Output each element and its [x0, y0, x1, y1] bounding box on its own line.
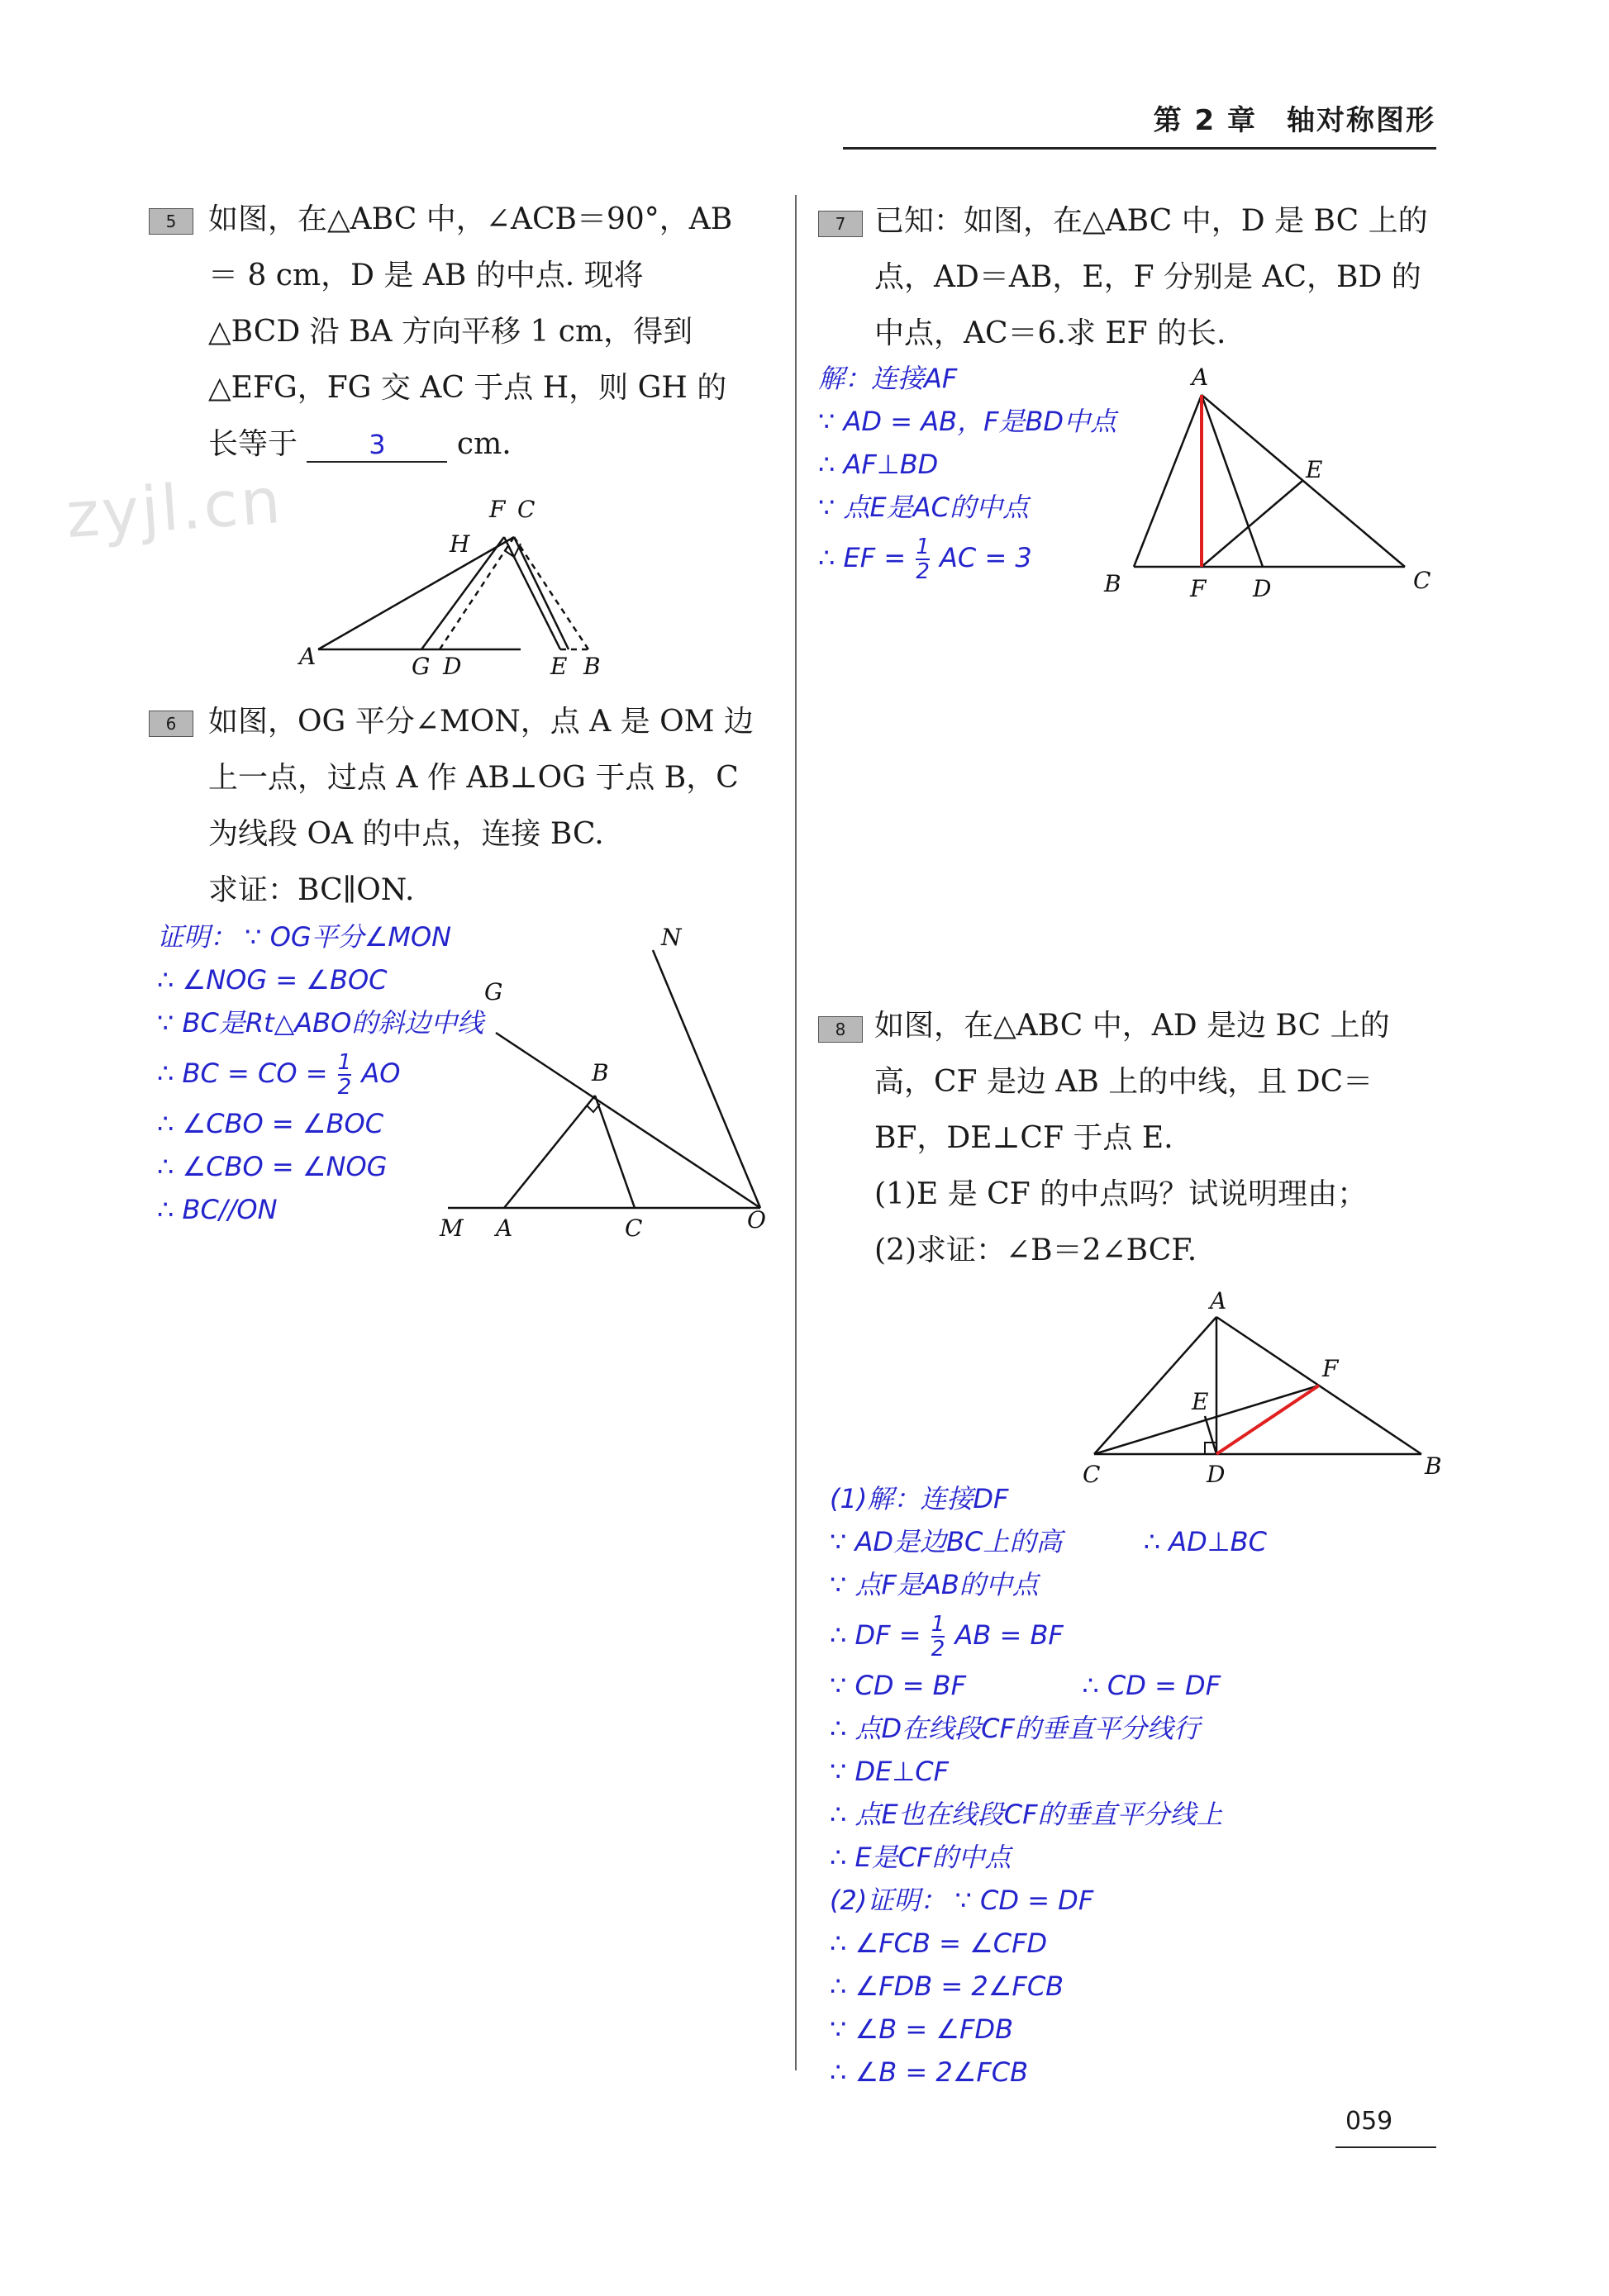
solution-line: ∵ 点E是AC的中点 [818, 492, 1029, 523]
question-5-answer-blank [307, 428, 447, 463]
label-A: A [299, 643, 317, 670]
question-6-line: 求证：BC∥ON. [208, 873, 415, 907]
solution-line: (1)解：连接DF [830, 1483, 1009, 1514]
fraction [931, 1613, 945, 1661]
solution-line: ∴ ∠NOG = ∠BOC [157, 964, 388, 996]
question-5-answer: 3 [369, 429, 386, 460]
label-C: C [1083, 1461, 1101, 1488]
question-7-line: 中点，AC＝6.求 EF 的长. [874, 316, 1226, 350]
solution-line: ∴ ∠CBO = ∠BOC [157, 1108, 384, 1139]
solution-line: ∴ AF⊥BD [818, 449, 939, 480]
solution-line-fraction [830, 1606, 1267, 1664]
label-E: E [1192, 1388, 1209, 1415]
label-O: O [747, 1206, 766, 1234]
solution-line: ∴ ∠FCB = ∠CFD [830, 1928, 1048, 1959]
question-8-figure [1074, 1281, 1454, 1495]
page-number-rule [1335, 2146, 1436, 2148]
question-8-line: 高，CF 是边 AB 上的中线，且 DC＝ [874, 1065, 1373, 1099]
label-C: C [517, 496, 536, 523]
question-7-badge: 7 [818, 211, 863, 237]
question-5-suffix: cm. [456, 427, 512, 461]
label-E: E [1306, 456, 1323, 483]
solution-line: ∴ ∠CBO = ∠NOG [157, 1151, 388, 1182]
label-A: A [1192, 364, 1209, 391]
question-6-figure [430, 917, 777, 1248]
question-6-line: 如图，OG 平分∠MON，点 A 是 OM 边 [208, 705, 754, 739]
fraction-denominator: 2 [337, 1075, 352, 1100]
question-7-figure [1099, 364, 1446, 603]
fraction [916, 535, 930, 583]
question-5-text [208, 192, 732, 473]
solution-fraction-suffix: AB = BF [954, 1619, 1064, 1651]
label-D: D [443, 653, 462, 680]
solution-line: ∵ ∠B = ∠FDB [830, 2013, 1014, 2045]
solution-line-pair [830, 1664, 1267, 1707]
solution-line: ∵ BC是Rt△ABO的斜边中线 [157, 1007, 484, 1039]
solution-fraction-prefix: ∴ DF = [830, 1619, 921, 1651]
chapter-title: 第 2 章 轴对称图形 [1153, 104, 1435, 137]
solution-fraction-suffix: AC = 3 [940, 542, 1032, 573]
solution-part: ∴ AD⊥BC [1143, 1526, 1267, 1557]
question-7-line: 已知：如图，在△ABC 中，D 是 BC 上的 [874, 204, 1428, 238]
label-F: F [1190, 575, 1207, 602]
fraction-numerator: 1 [337, 1050, 352, 1075]
page-number: 059 [1345, 2107, 1393, 2136]
solution-part: ∵ CD = BF [830, 1670, 967, 1701]
solution-line: ∴ BC//ON [157, 1194, 278, 1225]
question-5-figure [298, 487, 612, 686]
label-G: G [412, 653, 431, 680]
label-B: B [592, 1059, 609, 1086]
solution-line-pair [830, 1520, 1267, 1563]
fraction-denominator: 2 [916, 559, 930, 584]
header-rule [843, 147, 1436, 150]
label-B: B [1104, 570, 1121, 597]
label-A: A [1210, 1287, 1227, 1314]
label-D: D [1253, 575, 1272, 602]
fraction-denominator: 2 [931, 1637, 945, 1661]
label-F: F [489, 496, 506, 523]
label-E: E [550, 653, 568, 680]
fraction [338, 1051, 352, 1099]
solution-line: ∵ DE⊥CF [830, 1756, 950, 1787]
column-divider [795, 195, 797, 2070]
solution-line: 解：连接AF [818, 363, 958, 394]
solution-fraction-suffix: AO [361, 1058, 401, 1089]
fraction-numerator: 1 [931, 1612, 945, 1637]
label-N: N [661, 924, 682, 951]
solution-fraction-prefix: ∴ EF = [818, 542, 907, 573]
question-7-text [874, 193, 1428, 362]
question-5-line: ＝ 8 cm，D 是 AB 的中点. 现将 [208, 259, 644, 292]
solution-part: ∴ CD = DF [1082, 1670, 1221, 1701]
question-5-prefix: 长等于 [208, 427, 298, 461]
label-G: G [484, 978, 503, 1005]
question-6-text [208, 694, 754, 919]
question-7-solution [818, 357, 1116, 587]
question-8-line: 如图，在△ABC 中，AD 是边 BC 上的 [874, 1009, 1390, 1043]
label-D: D [1207, 1461, 1226, 1488]
solution-fraction-prefix: ∴ BC = CO = [157, 1058, 328, 1089]
question-8-badge: 8 [818, 1016, 863, 1043]
question-6-line: 上一点，过点 A 作 AB⊥OG 于点 B，C [208, 761, 739, 795]
question-8-line: BF，DE⊥CF 于点 E. [874, 1121, 1173, 1155]
question-5-line: △BCD 沿 BA 方向平移 1 cm，得到 [208, 315, 693, 349]
solution-line: (2)证明： ∵ CD = DF [830, 1885, 1094, 1916]
question-5-line: 如图，在△ABC 中，∠ACB＝90°，AB [208, 202, 733, 236]
question-6-badge: 6 [149, 711, 193, 737]
label-F: F [1322, 1355, 1339, 1382]
solution-line: ∵ 点F是AB的中点 [830, 1569, 1039, 1600]
solution-part: ∵ AD是边BC上的高 [830, 1526, 1063, 1557]
label-B: B [583, 653, 601, 680]
label-C: C [1413, 567, 1431, 594]
solution-line: ∴ ∠B = 2∠FCB [830, 2056, 1029, 2088]
watermark: zyjl.cn [64, 463, 286, 553]
question-6-line: 为线段 OA 的中点，连接 BC. [208, 817, 604, 851]
label-B: B [1425, 1452, 1442, 1480]
label-M: M [440, 1215, 464, 1242]
fraction-numerator: 1 [916, 535, 930, 559]
label-C: C [625, 1215, 643, 1242]
question-8-text [874, 998, 1390, 1279]
solution-line-fraction [818, 529, 1116, 587]
question-8-line: (1)E 是 CF 的中点吗？试说明理由； [874, 1177, 1368, 1211]
solution-line: ∴ ∠FDB = 2∠FCB [830, 1970, 1064, 2002]
question-5-line: △EFG，FG 交 AC 于点 H，则 GH 的 [208, 371, 727, 405]
solution-line: ∵ AD = AB，F是BD中点 [818, 406, 1117, 437]
label-H: H [450, 530, 470, 558]
question-8-line: (2)求证：∠B＝2∠BCF. [874, 1234, 1197, 1267]
question-7-line: 点，AD＝AB，E，F 分别是 AC，BD 的 [874, 260, 1421, 294]
label-A: A [496, 1215, 513, 1242]
question-5-last-line [208, 416, 732, 473]
solution-line: 证明： ∵ OG平分∠MON [157, 921, 452, 953]
question-8-solution [830, 1477, 1267, 2094]
solution-line: ∴ 点E也在线段CF的垂直平分线上 [830, 1799, 1223, 1830]
solution-line: ∴ 点D在线段CF的垂直平分线行 [830, 1713, 1200, 1744]
solution-line: ∴ E是CF的中点 [830, 1842, 1012, 1873]
question-5-badge: 5 [149, 208, 193, 235]
